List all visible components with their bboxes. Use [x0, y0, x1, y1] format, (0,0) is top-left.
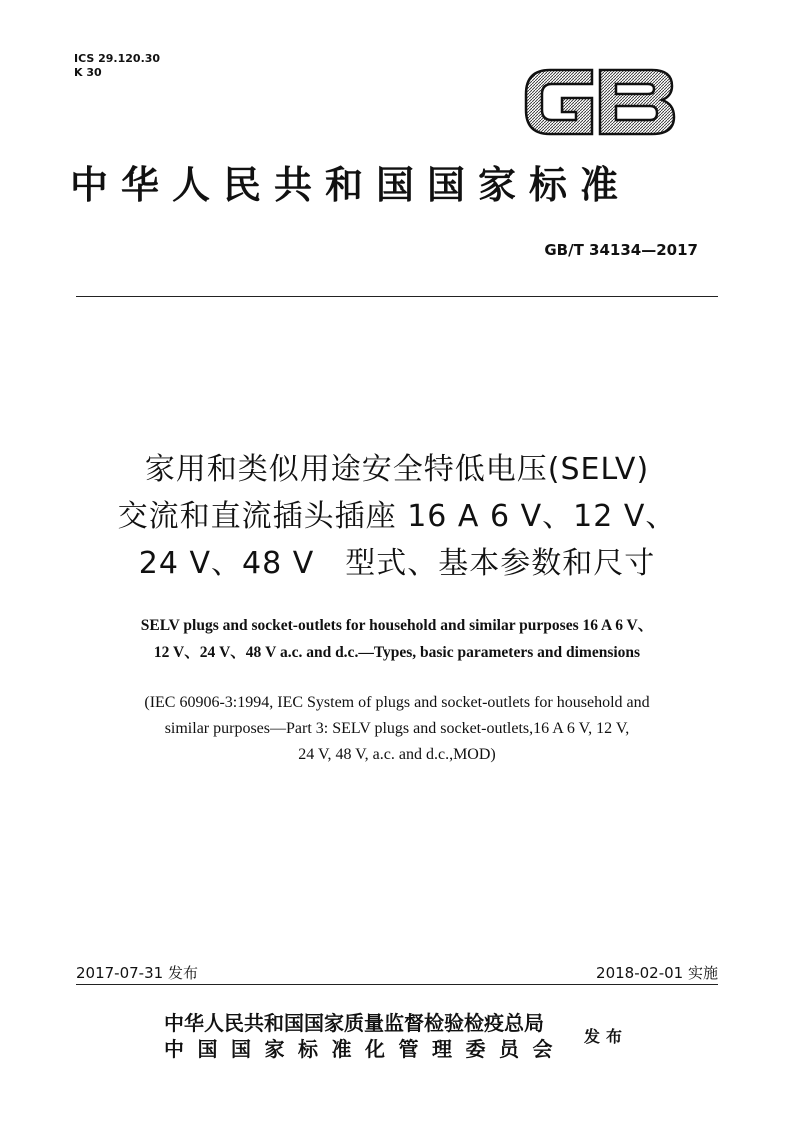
issuer-aqsiq: 中华人民共和国国家质量监督检验检疫总局	[164, 1013, 544, 1035]
chinese-title	[60, 446, 734, 587]
chinese-title-line: 24 V、48 V 型式、基本参数和尺寸	[138, 546, 656, 581]
iec-reference-line: similar purposes—Part 3: SELV plugs and socket-outlets,16 A 6 V, 12 V,	[164, 720, 630, 737]
english-title	[60, 612, 734, 666]
gb-logo-graphic	[520, 60, 678, 142]
publish-label: 发布	[584, 1027, 629, 1046]
standard-title: 中华人民共和国国家标准	[70, 165, 632, 207]
header-divider	[76, 296, 718, 297]
ics-code-block	[74, 52, 160, 80]
iec-reference-line: (IEC 60906-3:1994, IEC System of plugs and socket-outlets for household and	[144, 694, 650, 711]
gb-logo	[520, 60, 678, 142]
english-title-line: 12 V、24 V、48 V a.c. and d.c.—Types, basic parameters and dimensions	[153, 644, 641, 661]
gb-logo-text: GB	[520, 60, 522, 61]
ics-code: ICS 29.120.30	[74, 52, 161, 65]
issue-date: 2017-07-31 发布	[76, 964, 198, 982]
english-title-line: SELV plugs and socket-outlets for household and similar purposes 16 A 6 V、	[140, 617, 654, 634]
chinese-title-line: 交流和直流插头插座 16 A 6 V、12 V、	[117, 499, 677, 534]
standard-number: GB/T 34134—2017	[544, 241, 698, 259]
chinese-title-line: 家用和类似用途安全特低电压(SELV)	[144, 452, 650, 487]
category-code: K 30	[74, 66, 102, 79]
footer-divider	[76, 984, 718, 985]
issuer-sac: 中国国家标准化管理委员会	[164, 1039, 566, 1061]
implementation-date: 2018-02-01 实施	[596, 964, 718, 982]
iec-reference-line: 24 V, 48 V, a.c. and d.c.,MOD)	[298, 746, 496, 763]
iec-reference	[60, 690, 734, 768]
